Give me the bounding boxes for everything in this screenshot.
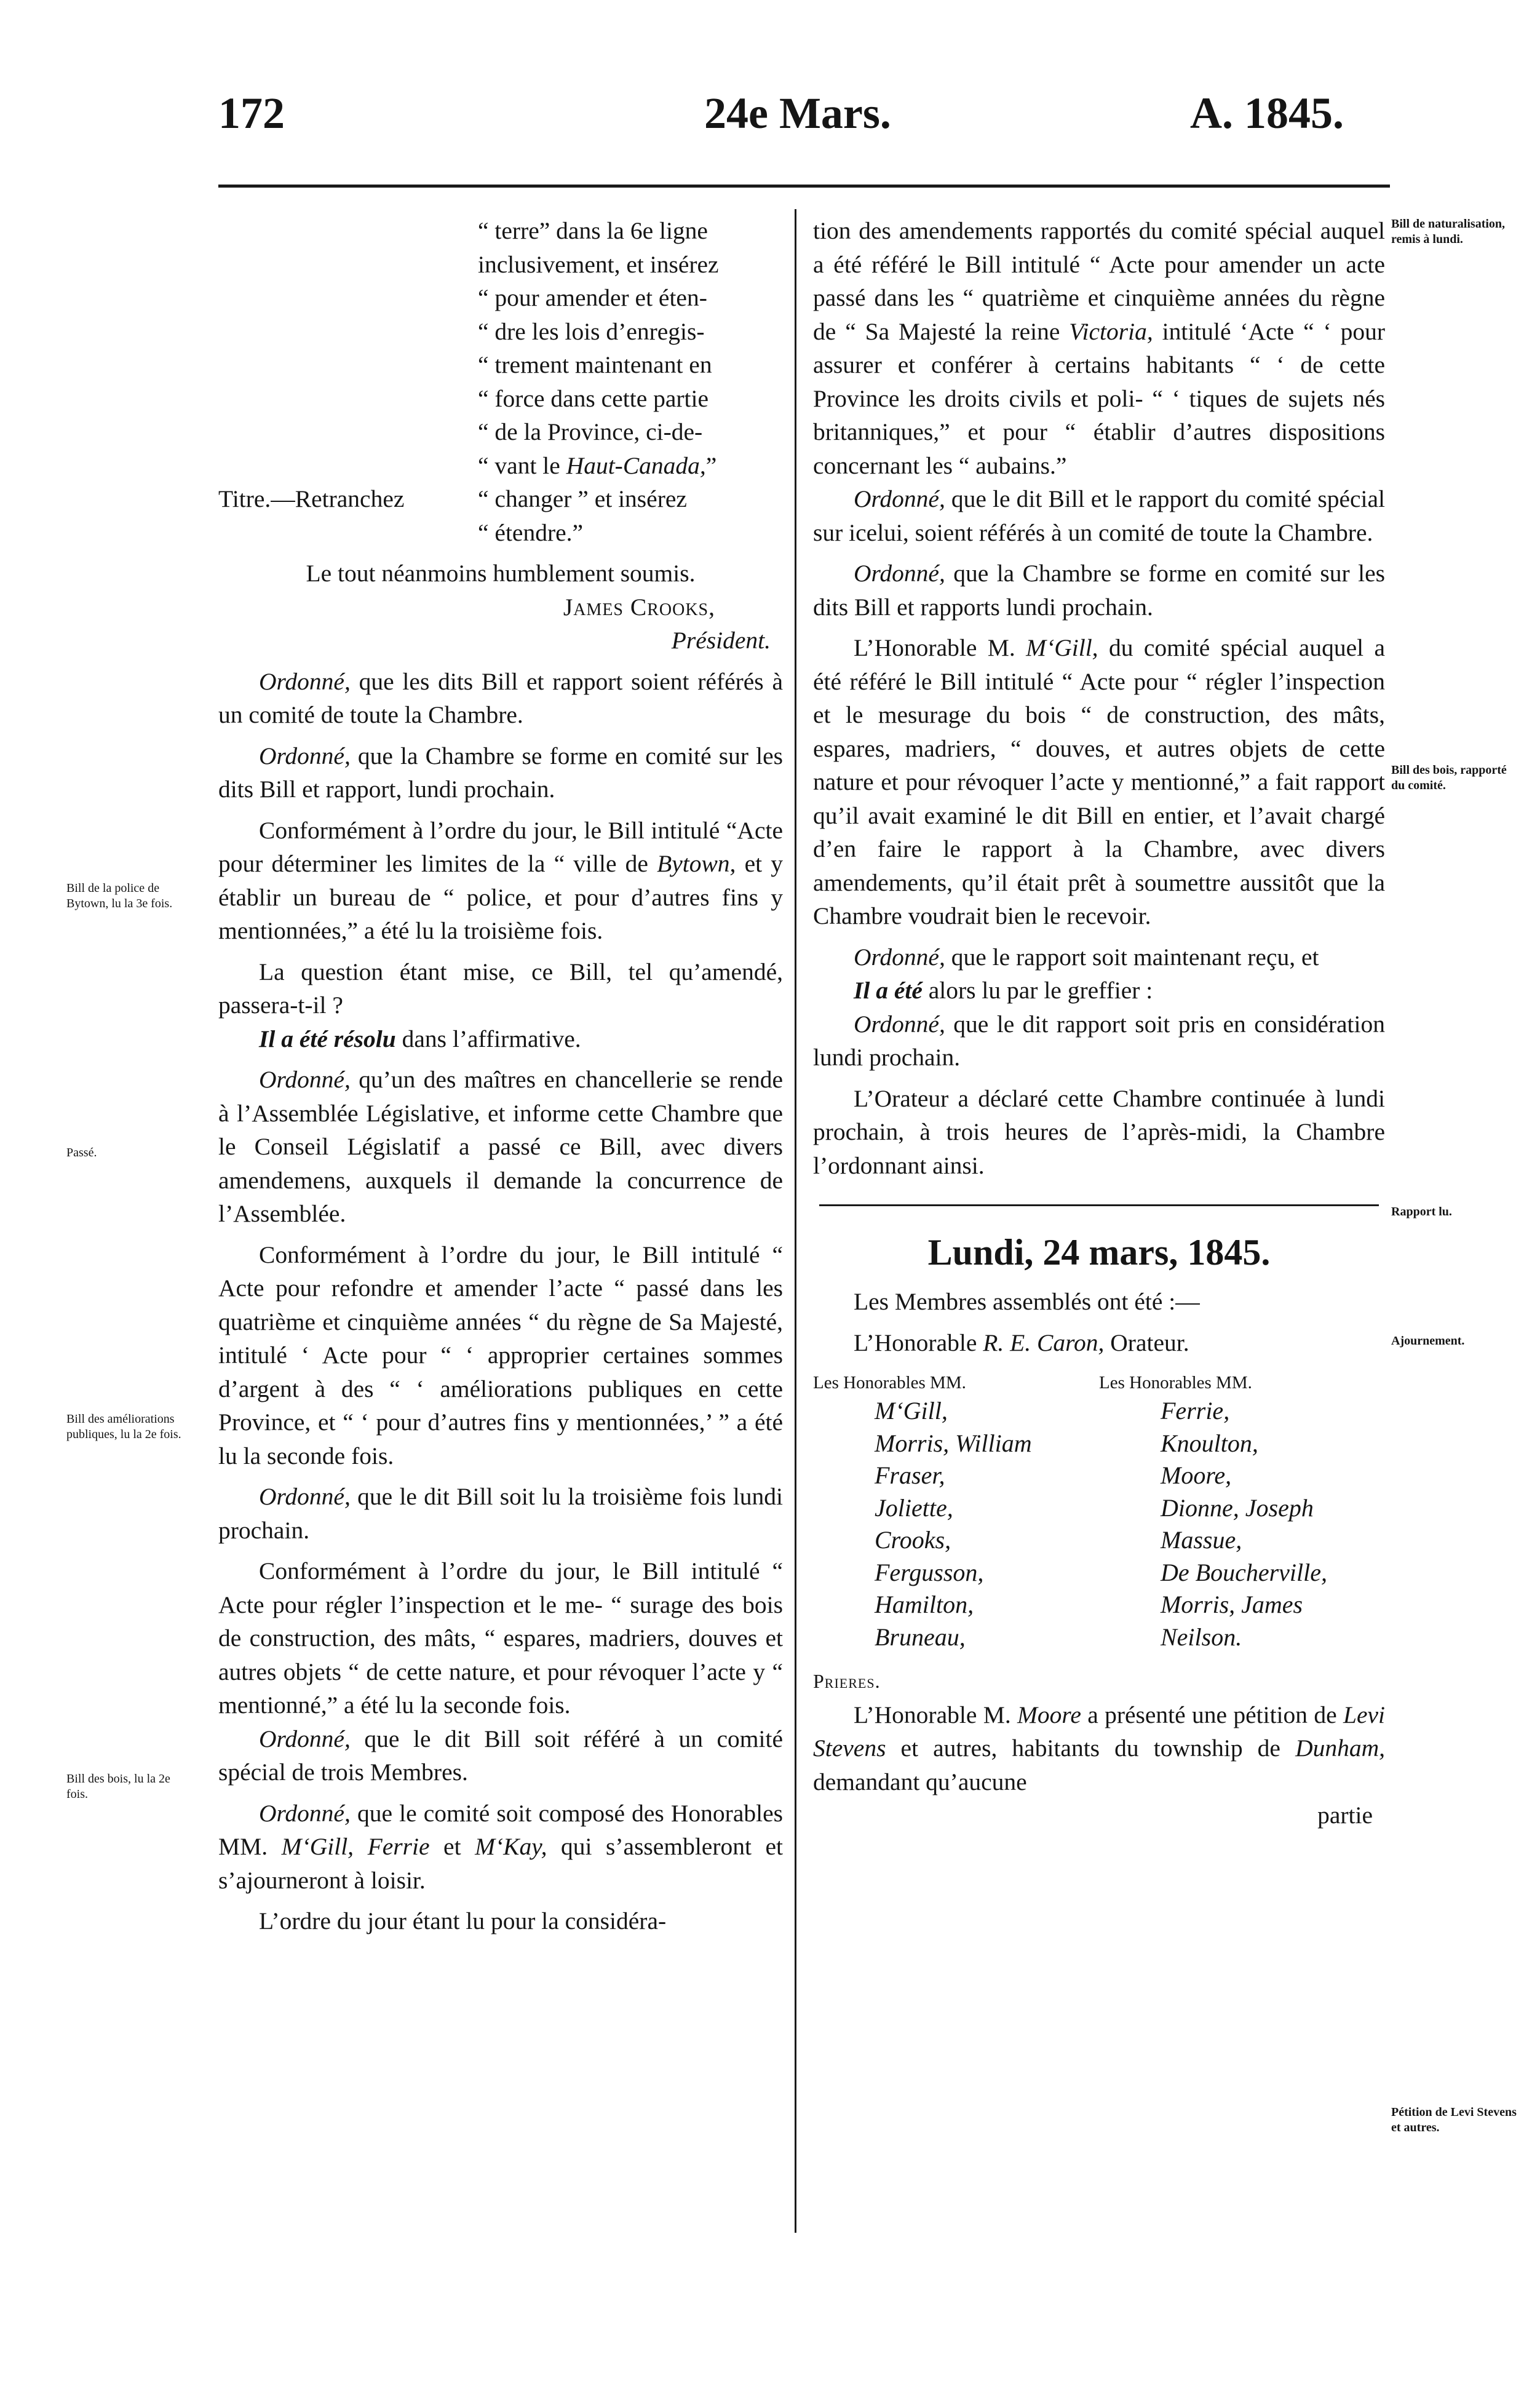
margin-note-petition: Pétition de Levi Stevens et autres. — [1391, 2105, 1517, 2134]
paragraph: Il a été résolu dans l’affirmative. — [259, 1025, 581, 1052]
members-column-2 — [1099, 1370, 1385, 1653]
paragraph-petition: L’Honorable M. Moore a présenté une pétition de Levi Stevens et autres, habitants du township de Dunham, demandant qu’aucune — [813, 1701, 1385, 1795]
paragraph: Ordonné, que le dit Bill et le rapport du comité spécial sur icelui, soient référés à un comité de toute la Chambre. — [813, 485, 1385, 546]
margin-note-ajournement: Ajournement. — [1391, 1334, 1465, 1348]
amend-line: “ pour amender et éten- — [478, 284, 707, 311]
paragraph: Ordonné, que le rapport soit maintenant reçu, et — [854, 943, 1319, 971]
amendment-block — [218, 214, 783, 482]
sitting-heading: Lundi, 24 mars, 1845. — [927, 1232, 1271, 1273]
margin-note-naturalisation: Bill de naturalisation, remis à lundi. — [1391, 217, 1506, 246]
member-name: Morris, James — [1161, 1591, 1303, 1618]
paragraph: Ordonné, que la Chambre se forme en comité sur les dits Bill et rapport, lundi prochain. — [218, 742, 783, 803]
signer-title: Président. — [671, 627, 771, 654]
margin-note-bois: Bill des bois, lu la 2e fois. — [66, 1772, 170, 1801]
paragraph: Ordonné, que la Chambre se forme en comité sur les dits Bill et rapports lundi prochain. — [813, 560, 1385, 621]
margin-note-bytown: Bill de la police de Bytown, lu la 3e fois. — [66, 881, 173, 910]
members-column-heading: Les Honorables MM. — [813, 1373, 966, 1393]
margin-note-rapport-lu: Rapport lu. — [1391, 1205, 1452, 1218]
margin-note-passe: Passé. — [66, 1146, 97, 1159]
paragraph: Ordonné, que le dit Bill soit lu la troisième fois lundi prochain. — [218, 1483, 783, 1544]
amend-line: “ trement maintenant en — [478, 351, 712, 378]
paragraph: Ordonné, que les dits Bill et rapport soient référés à un comité de toute la Chambre. — [218, 667, 783, 728]
member-name: Morris, William — [875, 1429, 1032, 1457]
running-head-date: 24e Mars. — [704, 89, 891, 138]
titre-text: “ changer ” et insérez — [478, 485, 687, 512]
titre-line — [218, 482, 783, 516]
soumis-line: Le tout néanmoins humblement soumis. — [306, 560, 696, 587]
right-column — [813, 214, 1385, 1832]
margin-note-bois-rapport: Bill des bois, rapporté du comité. — [1391, 763, 1507, 792]
members-list — [813, 1370, 1385, 1653]
titre-label: Titre.—Retranchez — [218, 485, 405, 512]
amend-line: “ terre” dans la 6e ligne — [478, 217, 708, 244]
titre-text-2: “ étendre.” — [478, 519, 584, 546]
member-name: Moore, — [1161, 1461, 1232, 1489]
paragraph-bois-report: L’Honorable M. M‘Gill, du comité spécial auquel a été référé le Bill intitulé “ Acte pour “ régler l’inspection et le mesurage du bois “ de construction, des mâts, espares, madriers, “ douves, et autres objets de cette nature et pour révoquer l’acte y mentionné,” a fait rapport qu’il avait examiné le dit Bill en entier, et l’avait chargé d’en faire le rapport à la Chambre, avec divers amendements, qu’il était prêt à soumettre aussitôt que la Chambre voudrait bien le recevoir. — [813, 634, 1386, 929]
member-name: Fraser, — [875, 1461, 945, 1489]
signer-name: James Crooks, — [563, 593, 715, 621]
paragraph: Ordonné, que le comité soit composé des Honorables MM. M‘Gill, Ferrie et M‘Kay, qui s’assembleront et s’ajourneront à loisir. — [218, 1799, 783, 1894]
running-head-year: A. 1845. — [1190, 89, 1344, 138]
section-rule — [819, 1204, 1379, 1206]
paragraph: Il a été alors lu par le greffier : — [854, 977, 1153, 1004]
column-divider — [795, 209, 796, 2233]
amend-line: “ force dans cette partie — [478, 384, 709, 412]
members-column-heading: Les Honorables MM. — [1099, 1373, 1252, 1393]
margin-note-ameliorations: Bill des améliorations publiques, lu la 2e fois. — [66, 1412, 181, 1441]
paragraph: tion des amendements rapportés du comité spécial auquel a été référé le Bill intitulé “ Acte pour amender un acte passé dans les “ quatrième et cinquième années du règne de “ Sa Majesté la reine Victoria, intitulé ‘Acte “ ‘ pour assurer et conférer à certains habitants “ ‘ de cette Province les droits civils et poli- “ ‘ tiques de sujets nés britanniques,” et pour “ établir d’autres dispositions concernant les “ aubains.” — [813, 217, 1385, 479]
prieres-heading: Prieres. — [813, 1670, 881, 1692]
member-name: Hamilton, — [875, 1591, 974, 1618]
member-name: Crooks, — [875, 1526, 951, 1554]
paragraph-bytown-bill: Conformément à l’ordre du jour, le Bill intitulé “Acte pour déterminer les limites de la “ ville de Bytown, et y établir un bureau de “ police, et pour d’autres fins y mentionnées,” a été lu la troisième fois. — [218, 816, 783, 944]
paragraph-ameliorations-bill: Conformément à l’ordre du jour, le Bill intitulé “ Acte pour refondre et amender l’acte “ passé dans les quatrième et cinquième années “ du règne de Sa Majesté, intitulé ‘ Acte pour “ ‘ approprier certaines sommes d’argent à des “ ‘ améliorations publiques en cette Province, et “ ‘ pour d’autres fins y mentionnées,’ ” a été lu la seconde fois. — [218, 1241, 783, 1469]
members-intro: Les Membres assemblés ont été :— — [854, 1288, 1200, 1315]
catchword: partie — [1317, 1802, 1373, 1829]
member-name: Bruneau, — [875, 1623, 966, 1651]
speaker-line: L’Honorable R. E. Caron, Orateur. — [854, 1329, 1189, 1356]
paragraph: L’ordre du jour étant lu pour la considéra- — [259, 1907, 667, 1934]
member-name: Massue, — [1161, 1526, 1242, 1554]
amend-line: “ vant le Haut-Canada,” — [478, 451, 717, 479]
member-name: Dionne, Joseph — [1161, 1493, 1314, 1522]
member-name: De Boucherville, — [1161, 1558, 1327, 1586]
paragraph: Ordonné, que le dit rapport soit pris en considération lundi prochain. — [813, 1010, 1385, 1071]
member-name: Joliette, — [875, 1493, 953, 1522]
amend-line: “ de la Province, ci-de- — [478, 418, 703, 445]
amend-line: inclusivement, et insérez — [478, 250, 719, 278]
members-column-1 — [813, 1370, 1099, 1653]
paragraph-adjournment: L’Orateur a déclaré cette Chambre continuée à lundi prochain, à trois heures de l’après-midi, la Chambre l’ordonnant ainsi. — [813, 1084, 1385, 1179]
paragraph: Ordonné, que le dit Bill soit référé à un comité spécial de trois Membres. — [218, 1725, 783, 1786]
paragraph: Ordonné, qu’un des maîtres en chancellerie se rende à l’Assemblée Législative, et informe cette Chambre que le Conseil Législatif a passé ce Bill, avec divers amendemens, auxquels il demande la concurrence de l’Assemblée. — [218, 1066, 783, 1227]
member-name: Neilson. — [1161, 1623, 1242, 1651]
member-name: Ferrie, — [1161, 1397, 1230, 1425]
member-name: Knoulton, — [1161, 1429, 1258, 1457]
header-rule — [218, 185, 1390, 188]
paragraph-bois-bill: Conformément à l’ordre du jour, le Bill intitulé “ Acte pour régler l’inspection et le me- “ surage des bois de construction, des mâts, “ espares, madriers, douves et autres objets “ de cette nature, et pour révoquer l’acte y “ mentionné,” a été lu la seconde fois. — [218, 1557, 783, 1719]
member-name: M‘Gill, — [875, 1397, 948, 1425]
member-name: Fergusson, — [875, 1558, 984, 1586]
amend-line: “ dre les lois d’enregis- — [478, 317, 705, 345]
paragraph: La question étant mise, ce Bill, tel qu’amendé, passera-t-il ? — [218, 958, 783, 1019]
left-column — [218, 214, 783, 1938]
page-number: 172 — [218, 89, 285, 138]
